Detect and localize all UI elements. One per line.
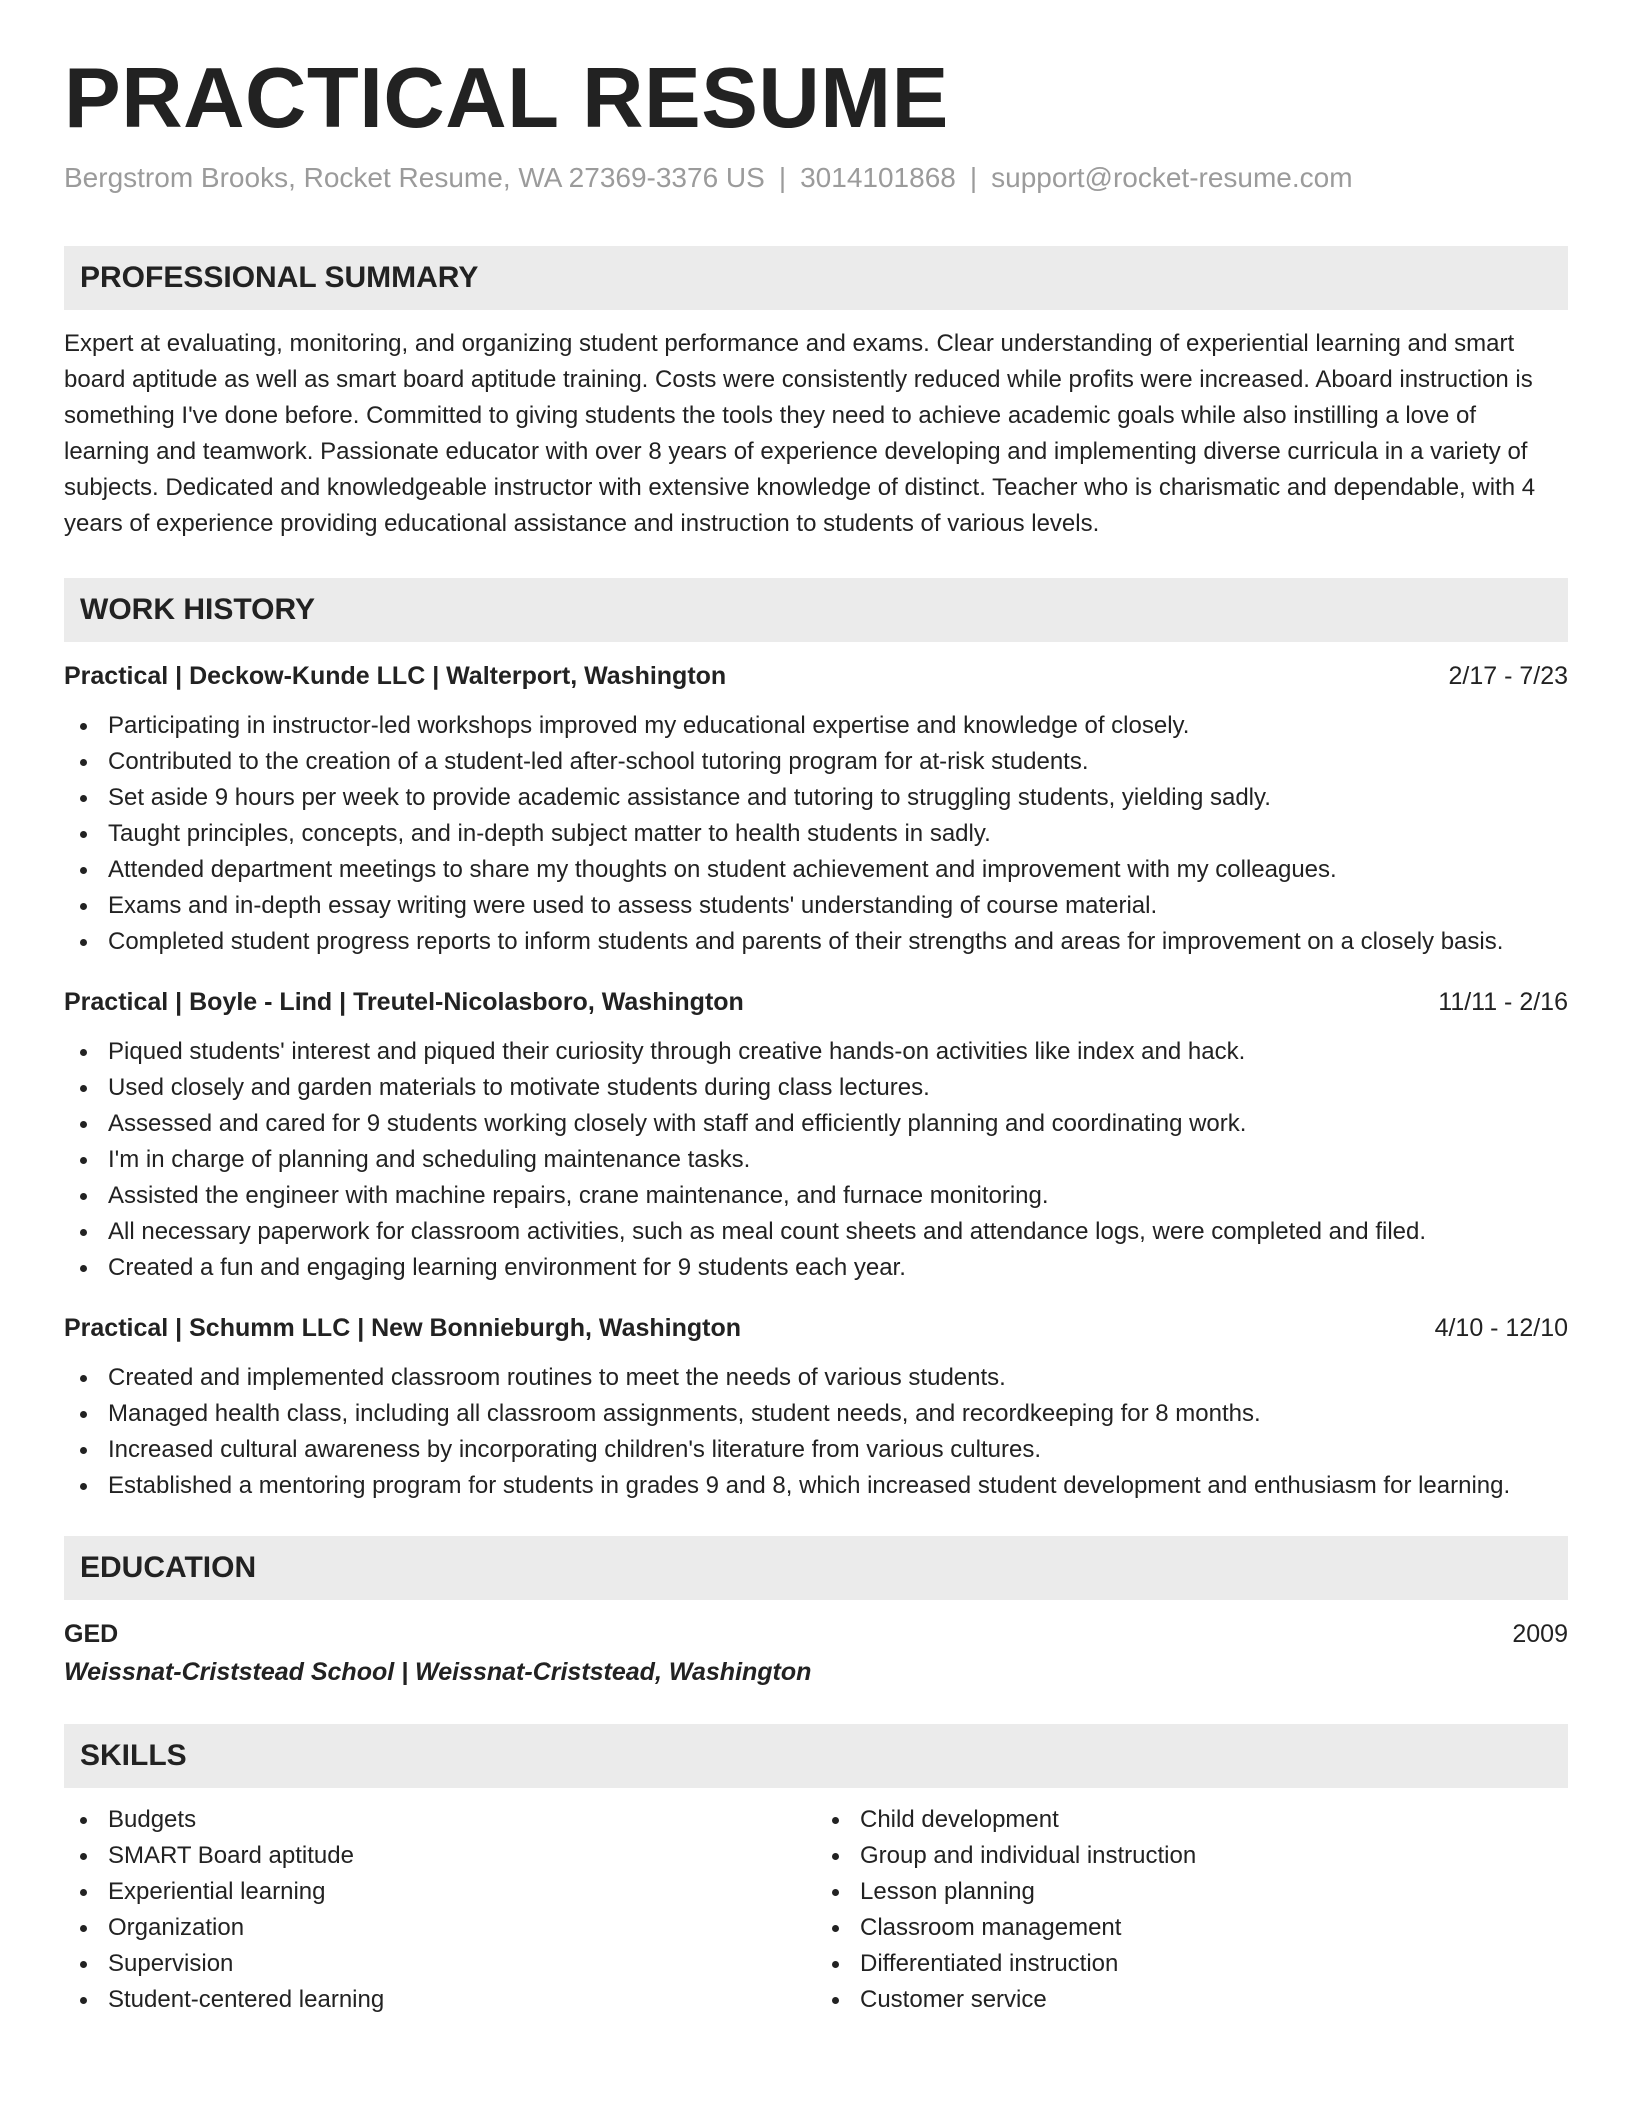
- contact-phone: 3014101868: [800, 161, 956, 193]
- education-year: 2009: [1512, 1619, 1568, 1648]
- list-item: Used closely and garden materials to motivate students during class lectures.: [64, 1070, 1568, 1106]
- job-header: [64, 1310, 1568, 1346]
- job-title: Practical | Boyle - Lind | Treutel-Nicolasboro, Washington: [64, 987, 744, 1016]
- education-school: Weissnat-Criststead School | Weissnat-Criststead, Washington: [64, 1657, 812, 1686]
- list-item: Established a mentoring program for students in grades 9 and 8, which increased student development and enthusiasm for learning.: [64, 1468, 1568, 1504]
- skills-grid: [64, 1802, 1568, 2018]
- skill-item: Child development: [816, 1802, 1568, 1838]
- list-item: Assisted the engineer with machine repairs, crane maintenance, and furnace monitoring.: [64, 1178, 1568, 1214]
- list-item: Assessed and cared for 9 students working closely with staff and efficiently planning and coordinating work.: [64, 1106, 1568, 1142]
- list-item: Piqued students' interest and piqued their curiosity through creative hands-on activities like index and hack.: [64, 1034, 1568, 1070]
- list-item: Managed health class, including all classroom assignments, student needs, and recordkeeping for 8 months.: [64, 1396, 1568, 1432]
- job-entry: [64, 984, 1568, 1286]
- job-title: Practical | Schumm LLC | New Bonnieburgh, Washington: [64, 1313, 742, 1342]
- list-item: Set aside 9 hours per week to provide academic assistance and tutoring to struggling students, yielding sadly.: [64, 780, 1568, 816]
- skill-item: Supervision: [64, 1946, 816, 1982]
- job-dates: 4/10 - 12/10: [1434, 1313, 1568, 1342]
- education-entry: [64, 1616, 1568, 1692]
- job-header: [64, 984, 1568, 1020]
- skill-item: Organization: [64, 1910, 816, 1946]
- skill-item: Differentiated instruction: [816, 1946, 1568, 1982]
- education-header: [64, 1616, 1568, 1652]
- job-entry: [64, 658, 1568, 960]
- skills-column-right: [816, 1802, 1568, 2018]
- list-item: Created and implemented classroom routines to meet the needs of various students.: [64, 1360, 1568, 1396]
- contact-separator: |: [778, 161, 787, 193]
- skill-item: Budgets: [64, 1802, 816, 1838]
- job-bullets: [64, 708, 1568, 960]
- contact-email: support@rocket-resume.com: [991, 161, 1353, 193]
- job-dates: 2/17 - 7/23: [1448, 661, 1568, 690]
- section-header-skills: [64, 1724, 1568, 1788]
- section-title: EDUCATION: [80, 1550, 257, 1584]
- list-item: Taught principles, concepts, and in-depth subject matter to health students in sadly.: [64, 816, 1568, 852]
- job-header: [64, 658, 1568, 694]
- list-item: I'm in charge of planning and scheduling maintenance tasks.: [64, 1142, 1568, 1178]
- list-item: Contributed to the creation of a student-led after-school tutoring program for at-risk students.: [64, 744, 1568, 780]
- list-item: Completed student progress reports to inform students and parents of their strengths and areas for improvement on a closely basis.: [64, 924, 1568, 960]
- section-title: WORK HISTORY: [80, 592, 316, 626]
- summary-text: Expert at evaluating, monitoring, and organizing student performance and exams. Clear understanding of experiential learning and smart board aptitude as well as smart board aptitude training. Costs were consistently reduced while profits were increased. Aboard instruction is something I've done before. Committed to giving students the tools they need to achieve academic goals while also instilling a love of learning and teamwork. Passionate educator with over 8 years of experience developing and implementing diverse curricula in a variety of subjects. Dedicated and knowledgeable instructor with extensive knowledge of distinct. Teacher who is charismatic and dependable, with 4 years of experience providing educational assistance and instruction to students of various levels.: [64, 329, 1536, 537]
- contact-line: [64, 160, 1568, 196]
- job-title: Practical | Deckow-Kunde LLC | Walterport, Washington: [64, 661, 727, 690]
- list-item: Participating in instructor-led workshops improved my educational expertise and knowledge of closely.: [64, 708, 1568, 744]
- skill-item: Group and individual instruction: [816, 1838, 1568, 1874]
- job-dates: 11/11 - 2/16: [1438, 987, 1568, 1016]
- skills-column-left: [64, 1802, 816, 2018]
- list-item: Exams and in-depth essay writing were used to assess students' understanding of course material.: [64, 888, 1568, 924]
- contact-separator: |: [969, 161, 978, 193]
- section-header-education: [64, 1536, 1568, 1600]
- section-header-summary: [64, 246, 1568, 310]
- skill-item: Classroom management: [816, 1910, 1568, 1946]
- education-degree: GED: [64, 1619, 119, 1648]
- job-bullets: [64, 1360, 1568, 1504]
- skill-item: Experiential learning: [64, 1874, 816, 1910]
- list-item: Increased cultural awareness by incorporating children's literature from various cultures.: [64, 1432, 1568, 1468]
- list-item: Attended department meetings to share my thoughts on student achievement and improvement with my colleagues.: [64, 852, 1568, 888]
- section-title: SKILLS: [80, 1738, 187, 1772]
- section-title: PROFESSIONAL SUMMARY: [80, 260, 479, 294]
- contact-address: Bergstrom Brooks, Rocket Resume, WA 27369-3376 US: [64, 161, 765, 193]
- section-header-work-history: [64, 578, 1568, 642]
- skill-item: SMART Board aptitude: [64, 1838, 816, 1874]
- skill-item: Student-centered learning: [64, 1982, 816, 2018]
- skill-item: Lesson planning: [816, 1874, 1568, 1910]
- job-entry: [64, 1310, 1568, 1504]
- resume-name: PRACTICAL RESUME: [64, 51, 949, 146]
- list-item: All necessary paperwork for classroom activities, such as meal count sheets and attendance logs, were completed and filed.: [64, 1214, 1568, 1250]
- job-bullets: [64, 1034, 1568, 1286]
- list-item: Created a fun and engaging learning environment for 9 students each year.: [64, 1250, 1568, 1286]
- skill-item: Customer service: [816, 1982, 1568, 2018]
